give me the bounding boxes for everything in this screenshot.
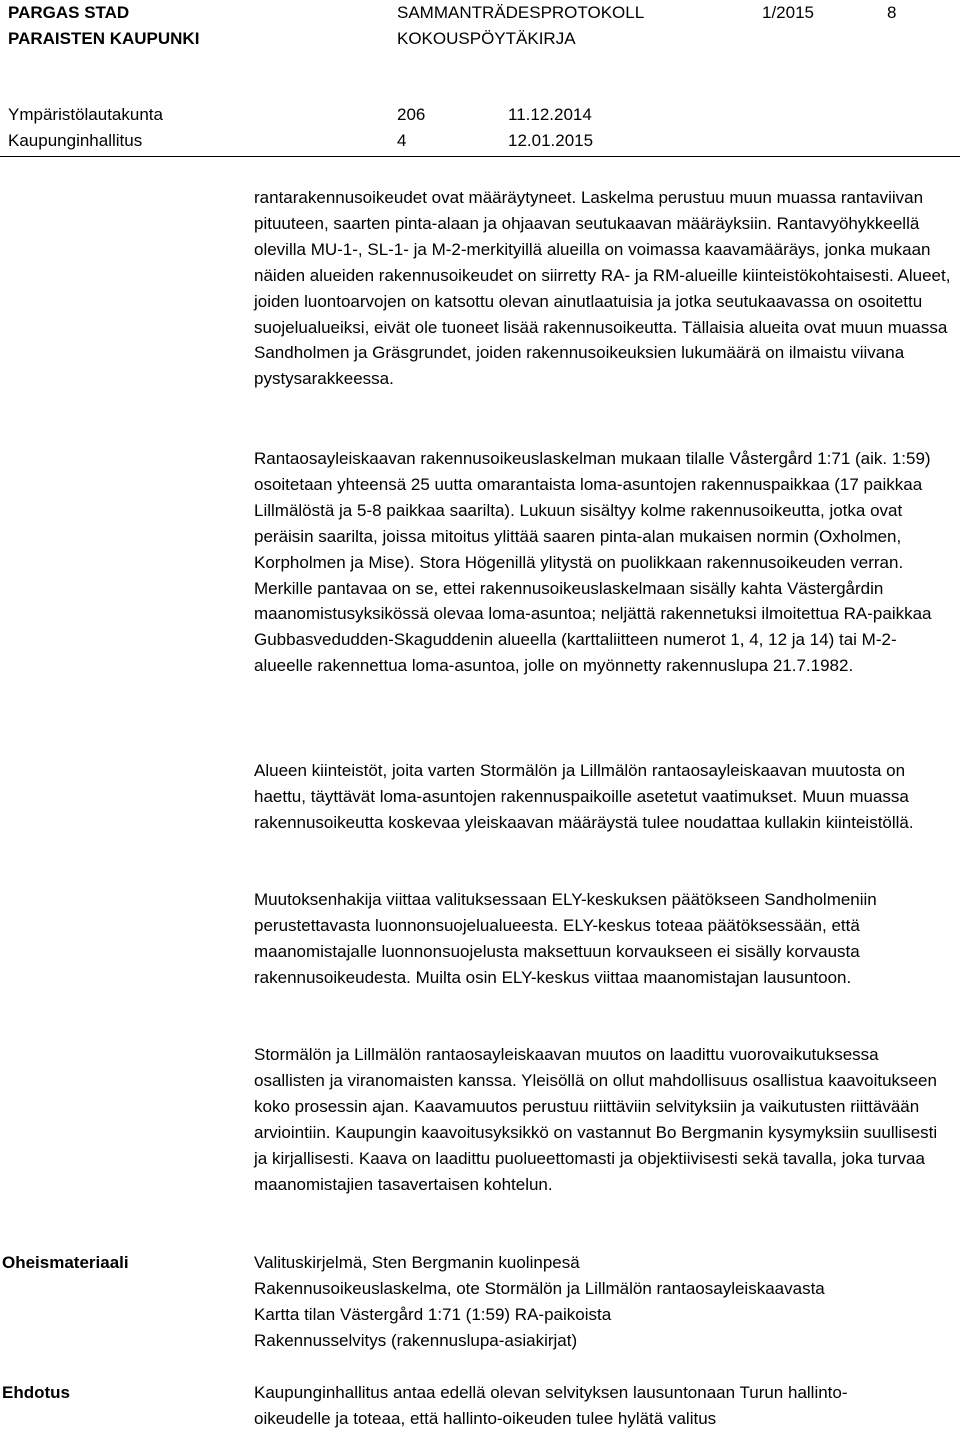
paragraph-text: Alueen kiinteistöt, joita varten Stormälön ja Lillmälön rantaosayleiskaavan muutosta on haettu, täyttävät loma-asuntojen rakennuspaikoille asetetut vaatimukset. Muun muassa rakennusoikeutta koskevaa yleiskaavan määräystä tulee noudattaa kullakin kiinteistöllä. [254, 761, 914, 832]
meeting-date: 12.01.2015 [508, 131, 594, 150]
attachments-label: Oheismateriaali [2, 1253, 129, 1272]
attachment-item: Rakennusoikeuslaskelma, ote Stormälön ja Lillmälön rantaosayleiskaavasta [254, 1278, 825, 1298]
section-number: 206 [397, 105, 426, 124]
page-number: 8 [887, 3, 897, 22]
body-name: Ympäristölautakunta [8, 105, 163, 124]
meeting-date: 11.12.2014 [508, 105, 592, 124]
body-name: Kaupunginhallitus [8, 131, 143, 150]
attachment-item: Rakennusselvitys (rakennuslupa-asiakirjat) [254, 1330, 578, 1350]
protocol-number: 1/2015 [762, 3, 814, 22]
proposal-text: Kaupunginhallitus antaa edellä olevan selvityksen lausuntonaan Turun hallinto-oikeudelle ja toteaa, että hallinto-oikeuden tulee hylätä valitus [254, 1383, 848, 1428]
paragraph [254, 185, 954, 392]
paragraph [254, 1042, 954, 1197]
paragraph [254, 887, 954, 991]
section-number: 4 [397, 131, 407, 150]
paragraph-text: Stormälön ja Lillmälön rantaosayleiskaavan muutos on laadittu vuorovaikutuksessa osallisten ja viranomaisten kanssa. Yleisöllä on ollut mahdollisuus osallistua kaavoitukseen koko prosessin ajan. Kaavamuutos perustuu riittäviin selvityksiin ja vaikutusten riittävään arviointiin. Kaupungin kaavoitusyksikkö on vastannut Bo Bergmanin kysymyksiin suullisesti ja kirjallisesti. Kaava on laadittu puolueettomasti ja objektiivisesti sekä tavalla, joka turvaa maanomistajien tasavertaisen kohtelun. [254, 1045, 938, 1194]
header-divider [0, 156, 960, 157]
doc-type-finnish: KOKOUSPÖYTÄKIRJA [397, 29, 576, 48]
paragraph [254, 758, 954, 836]
doc-type-swedish: SAMMANTRÄDESPROTOKOLL [397, 3, 645, 22]
attachments-list [254, 1250, 954, 1354]
org-name-swedish: PARGAS STAD [8, 3, 130, 22]
paragraph-text: rantarakennusoikeudet ovat määräytyneet. Laskelma perustuu muun muassa rantaviivan pituuteen, saarten pinta-alaan ja ohjaavan seutukaavan määräyksiin. Rantavyöhykkeellä olevilla MU-1-, SL-1- ja M-2-merkityillä alueilla on voimassa kaavamääräys, jonka mukaan näiden alueiden rakennusoikeudet on siirretty RA- ja RM-alueille kiinteistökohtaisesti. Alueet, joiden luontoarvojen on katsottu olevan ainutlaatuisia ja jotka seutukaavassa on osoitettu suojelualueiksi, eivät ole tuoneet lisää rakennusoikeutta. Tällaisia alueita ovat muun muassa Sandholmen ja Gräsgrundet, joiden rakennusoikeuksien lukumäärä on ilmaistu viivana pystysarakkeessa. [254, 188, 951, 389]
org-name-finnish: PARAISTEN KAUPUNKI [8, 29, 200, 48]
paragraph [254, 446, 954, 679]
paragraph-text: Muutoksenhakija viittaa valituksessaan ELY-keskuksen päätökseen Sandholmeniin perustettavasta luonnonsuojelualueesta. ELY-keskus toteaa päätöksessään, että maanomistajalle luonnonsuojelusta maksettuun korvaukseen ei sisälly korvausta rakennusoikeudesta. Muilta osin ELY-keskus viittaa maanomistajan lausuntoon. [254, 890, 877, 987]
attachment-item: Kartta tilan Västergård 1:71 (1:59) RA-paikoista [254, 1304, 612, 1324]
attachment-item: Valituskirjelmä, Sten Bergmanin kuolinpesä [254, 1253, 580, 1272]
proposal-label: Ehdotus [2, 1383, 70, 1402]
paragraph-text: Rantaosayleiskaavan rakennusoikeuslaskelman mukaan tilalle Våstergård 1:71 (aik. 1:59) osoitetaan yhteensä 25 uutta omarantaista loma-asuntojen rakennuspaikkaa (17 paikkaa Lillmälöstä ja 5-8 paikkaa saarilta). Lukuun sisältyy kolme rakennusoikeutta, jotka ovat peräisin saarilta, joissa mitoitus ylittää saaren pinta-alan mukaisen normin (Oxholmen, Korpholmen ja Mise). Stora Högenillä ylitystä on puolikkaan rakennusoikeuden verran. Merkille pantavaa on se, ettei rakennusoikeuslaskelmaan sisälly kahta Västergårdin maanomistusyksikössä olevaa loma-asuntoa; neljättä rakennetuksi ilmoitettua RA-paikkaa Gubbasvedudden-Skaguddenin alueella (karttaliitteen numerot 1, 4, 12 ja 14) tai M-2-alueelle rakennettua loma-asuntoa, jolle on myönnetty rakennuslupa 21.7.1982. [254, 449, 932, 676]
